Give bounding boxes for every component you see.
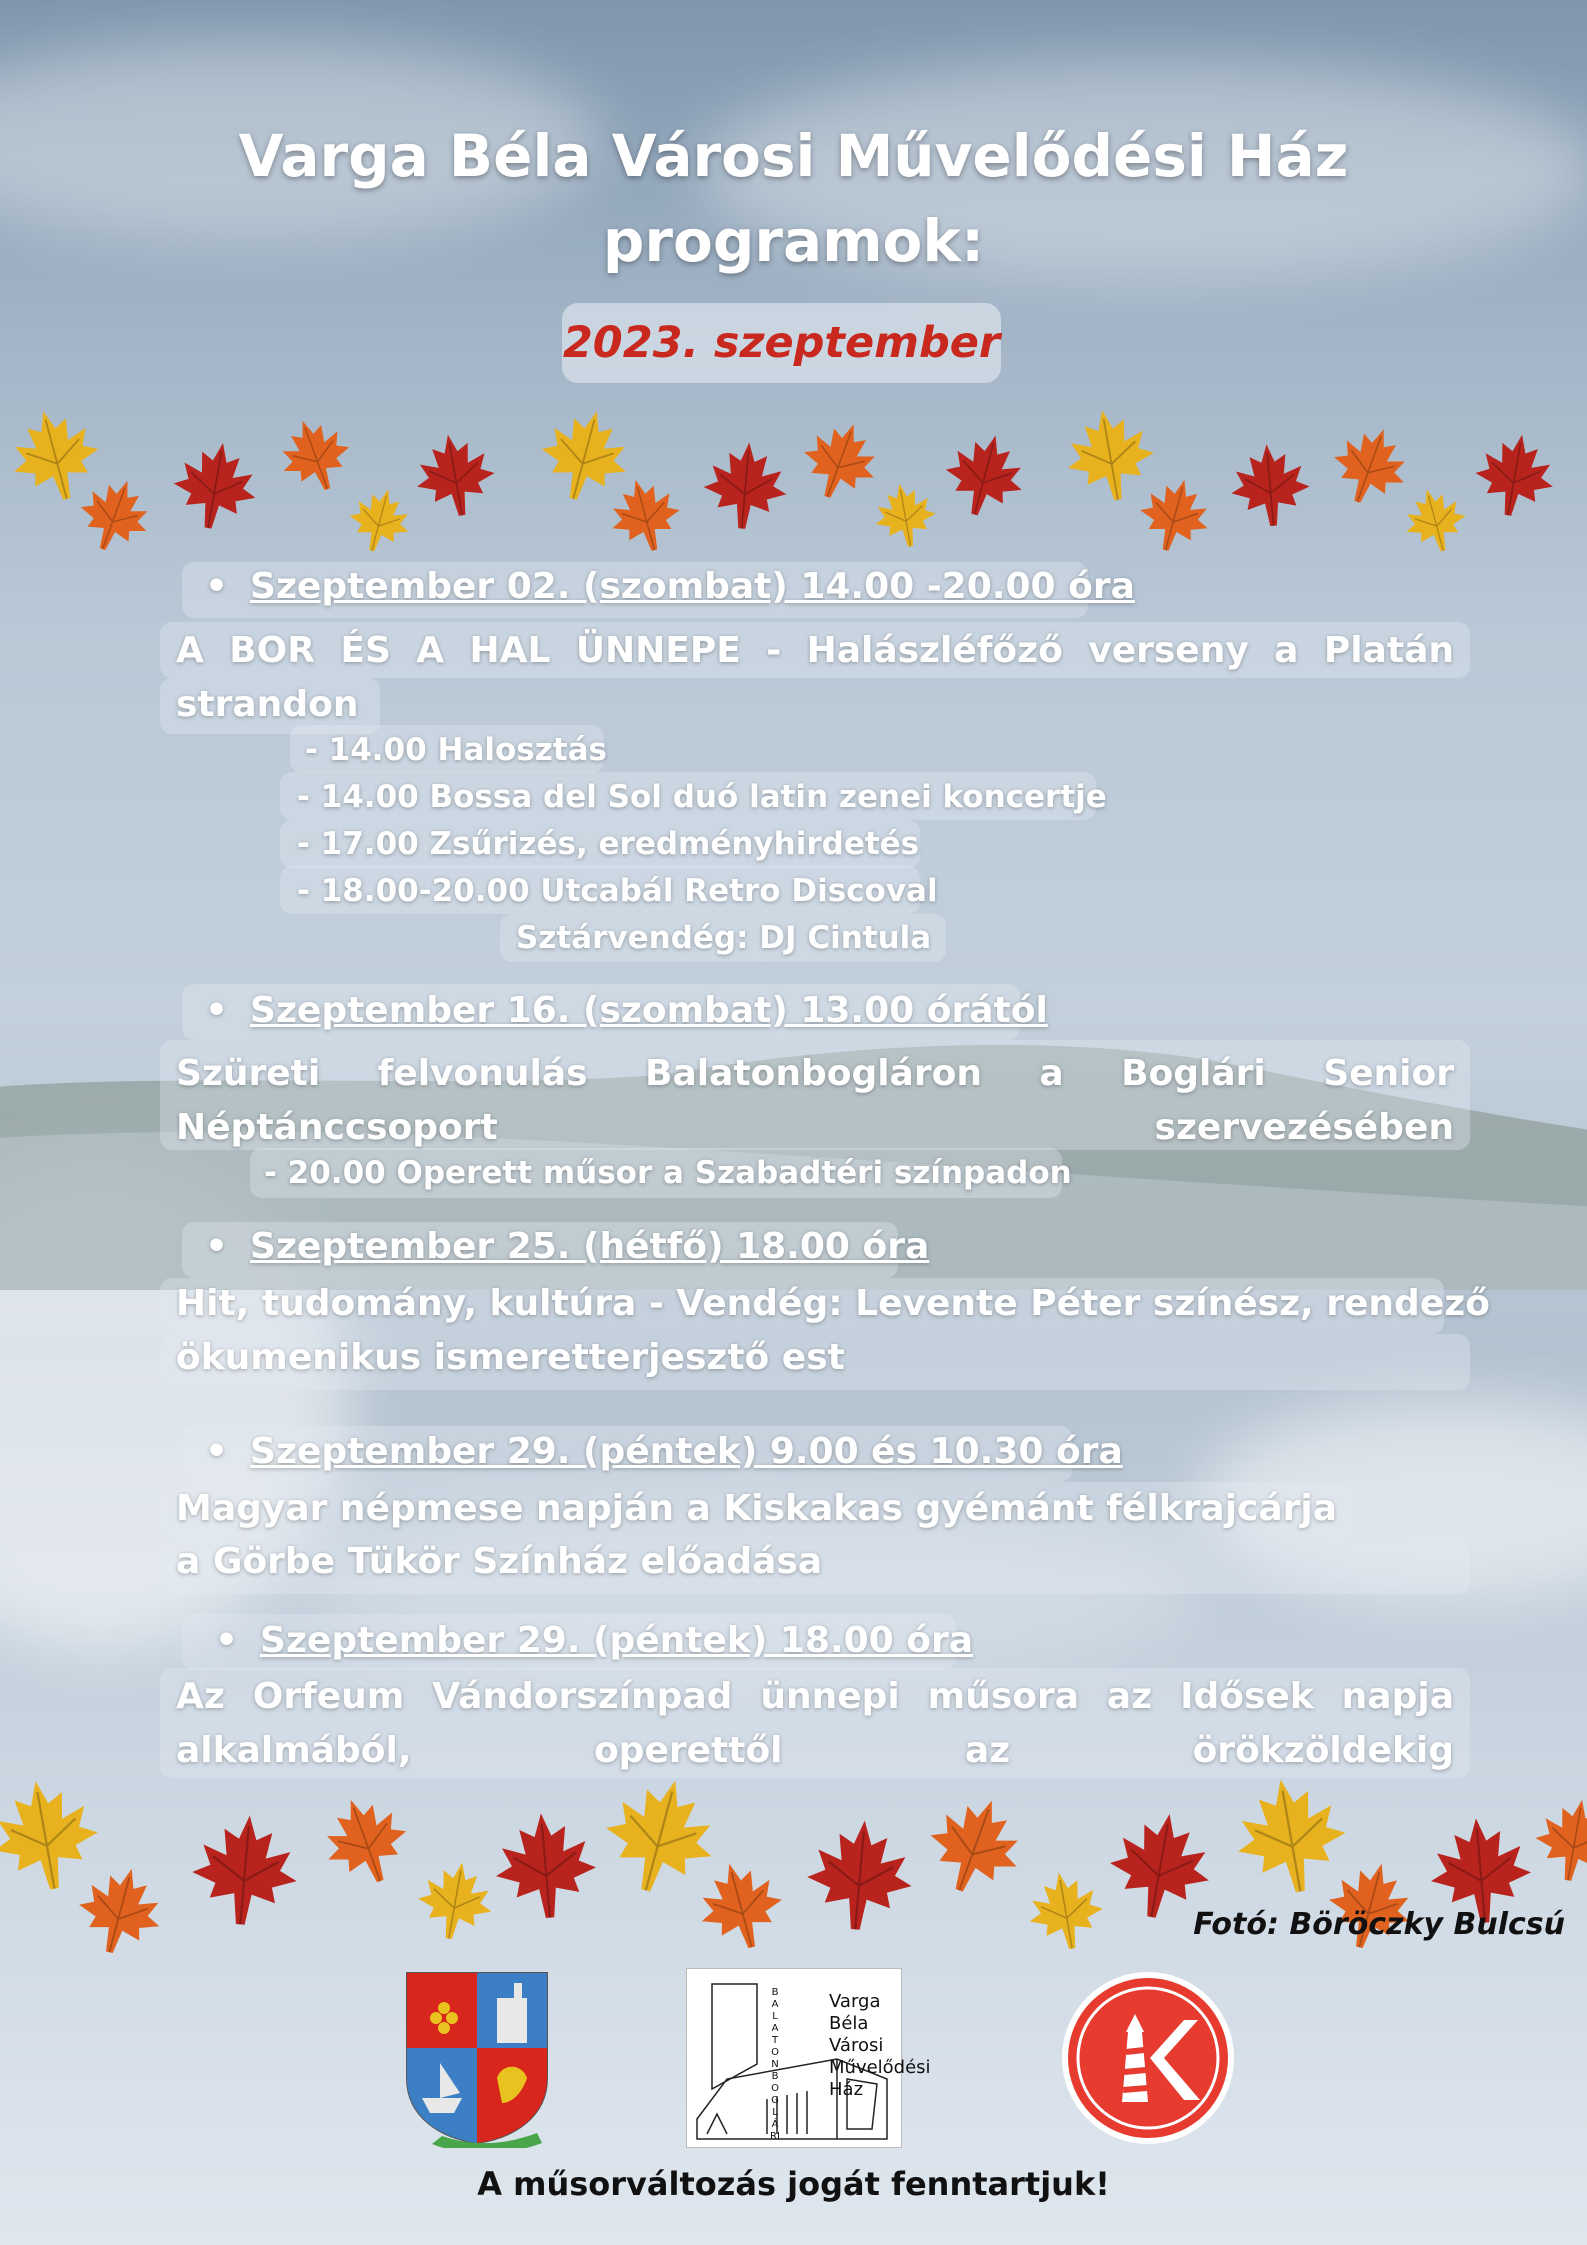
coat-of-arms-icon — [402, 1968, 552, 2148]
event-description: Szüreti felvonulás Balatonbogláron a Boglári Senior Néptánccsoport szervezésében — [176, 1053, 1454, 1148]
event-description: a Görbe Tükör Színház előadása — [176, 1541, 823, 1582]
event-item: - 20.00 Operett műsor a Szabadtéri színpadon — [264, 1155, 1072, 1191]
event-description: Hit, tudomány, kultúra - Vendég: Levente Péter színész, rendező — [176, 1283, 1490, 1324]
maple-leaf-icon — [1103, 1808, 1218, 1923]
house-logo-word: Ház — [829, 2079, 864, 2100]
maple-leaf-icon — [923, 1793, 1028, 1898]
maple-leaf-icon — [1400, 485, 1470, 555]
maple-leaf-icon — [870, 480, 940, 550]
house-logo-word: Városi — [829, 2035, 884, 2056]
maple-leaf-icon — [1023, 1868, 1108, 1953]
lighthouse-k-icon — [1060, 1970, 1236, 2146]
maple-leaf-icon — [1225, 440, 1315, 530]
maple-leaf-icon — [275, 415, 355, 495]
event-description: A BOR ÉS A HAL ÜNNEPE - Halászléfőző verseny a Platán strandon — [176, 630, 1454, 725]
photo-credit: Fotó: Böröczky Bulcsú — [1193, 1907, 1565, 1942]
house-logo-word: Varga — [829, 1991, 881, 2012]
maple-leaf-icon — [1470, 430, 1560, 520]
maple-leaf-icon — [1530, 1795, 1587, 1885]
event-heading: • Szeptember 25. (hétfő) 18.00 óra — [205, 1226, 929, 1267]
month-badge — [562, 303, 1001, 383]
page-title-line1: Varga Béla Városi Művelődési Ház — [238, 122, 1349, 190]
event-heading: • Szeptember 16. (szombat) 13.00 órától — [205, 990, 1048, 1031]
event-heading: • Szeptember 29. (péntek) 18.00 óra — [215, 1620, 973, 1661]
page-title-line2: programok: — [602, 207, 985, 275]
house-logo — [686, 1968, 931, 2148]
maple-leaf-icon — [318, 1793, 413, 1888]
house-logo-vertical-text: BALATONBOGLÁRI — [770, 1987, 780, 2142]
maple-leaf-icon — [413, 1858, 498, 1943]
month-label: 2023. szeptember — [562, 318, 1001, 368]
event-item: - 17.00 Zsűrizés, eredményhirdetés — [297, 826, 920, 862]
maple-leaf-icon — [73, 1863, 168, 1958]
maple-leaf-icon — [75, 475, 155, 555]
footer-disclaimer: A műsorváltozás jogát fenntartjuk! — [477, 2165, 1110, 2203]
event-heading: • Szeptember 29. (péntek) 9.00 és 10.30 óra — [205, 1431, 1123, 1472]
event-item: - 18.00-20.00 Utcabál Retro Discoval — [297, 873, 938, 909]
house-logo-word: Béla — [829, 2013, 869, 2034]
maple-leaf-icon — [345, 485, 415, 555]
maple-leaf-icon — [410, 430, 500, 520]
event-description: Az Orfeum Vándorszínpad ünnepi műsora az Idősek napja alkalmából, operettől az örökzöldekig — [176, 1676, 1454, 1771]
house-logo-text — [829, 1991, 931, 2101]
maple-leaf-icon — [185, 1810, 305, 1930]
event-heading: • Szeptember 02. (szombat) 14.00 -20.00 óra — [205, 566, 1135, 607]
maple-leaf-icon — [168, 438, 263, 533]
maple-leaf-icon — [488, 1808, 603, 1923]
maple-leaf-icon — [693, 1858, 788, 1953]
event-item: - 14.00 Bossa del Sol duó latin zenei koncertje — [297, 779, 1107, 815]
maple-leaf-icon — [605, 475, 685, 555]
house-logo-word: Művelődési — [829, 2057, 931, 2078]
maple-leaf-icon — [800, 1815, 920, 1935]
event-item: Sztárvendég: DJ Cintula — [516, 920, 932, 956]
maple-leaf-icon — [940, 430, 1030, 520]
event-item: - 14.00 Halosztás — [305, 732, 607, 768]
event-description: Magyar népmese napján a Kiskakas gyémánt félkrajcárja — [176, 1488, 1338, 1529]
maple-leaf-icon — [1135, 475, 1215, 555]
event-description: ökumenikus ismeretterjesztő est — [176, 1337, 845, 1378]
maple-leaf-icon — [698, 438, 793, 533]
